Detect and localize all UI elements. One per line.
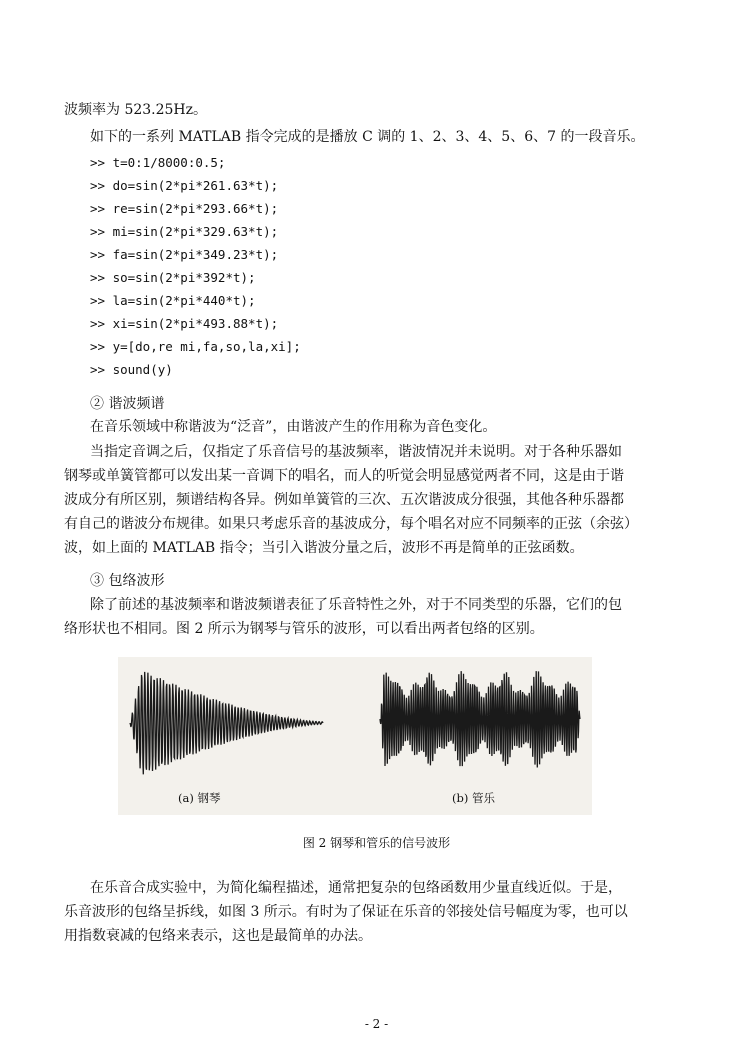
code-line: >> so=sin(2*pi*392*t); <box>90 270 256 285</box>
paragraph-line: 用指数衰减的包络来表示，这也是最简单的办法。 <box>64 928 372 944</box>
paragraph-line: 除了前述的基波频率和谐波频谱表征了乐音特性之外，对于不同类型的乐器，它们的包 <box>90 597 622 613</box>
waveform-figure <box>118 657 592 815</box>
paragraph-line: 有自己的谐波分布规律。如果只考虑乐音的基波成分，每个唱名对应不同频率的正弦（余弦） <box>64 516 638 532</box>
paragraph-line: 波成分有所区别，频谱结构各异。例如单簧管的三次、五次谐波成分很强，其他各种乐器都 <box>64 492 624 508</box>
code-line: >> xi=sin(2*pi*493.88*t); <box>90 316 279 331</box>
paragraph-line: 乐音波形的包络呈拆线，如图 3 所示。有时为了保证在乐音的邻接处信号幅度为零，也可以 <box>64 904 628 920</box>
paragraph-line: 在音乐领域中称谐波为“泛音”，由谐波产生的作用称为音色变化。 <box>90 419 497 435</box>
paragraph-line: 波，如上面的 MATLAB 指令；当引入谐波分量之后，波形不再是简单的正弦函数。 <box>64 540 584 556</box>
code-line: >> mi=sin(2*pi*329.63*t); <box>90 224 279 239</box>
figure-label-a: (a) 钢琴 <box>178 791 221 805</box>
code-line: >> re=sin(2*pi*293.66*t); <box>90 201 279 216</box>
code-line: >> fa=sin(2*pi*349.23*t); <box>90 247 279 262</box>
page-number: - 2 - <box>364 1017 389 1031</box>
figure-caption: 图 2 钢琴和管乐的信号波形 <box>302 836 451 850</box>
section-heading: ③ 包络波形 <box>90 573 165 589</box>
section-heading: ② 谐波频谱 <box>90 396 165 412</box>
text-line: 如下的一系列 MATLAB 指令完成的是播放 C 调的 1、2、3、4、5、6、7 的一段音乐。 <box>90 129 645 145</box>
code-line: >> t=0:1/8000:0.5; <box>90 155 226 170</box>
code-line: >> do=sin(2*pi*261.63*t); <box>90 178 279 193</box>
figure-label-b: (b) 管乐 <box>452 791 495 805</box>
code-line: >> la=sin(2*pi*440*t); <box>90 293 256 308</box>
text-line: 波频率为 523.25Hz。 <box>64 102 208 118</box>
paragraph-line: 当指定音调之后，仅指定了乐音信号的基波频率，谐波情况并未说明。对于各种乐器如 <box>90 444 622 460</box>
paragraph-line: 在乐音合成实验中，为简化编程描述，通常把复杂的包络函数用少量直线近似。于是， <box>90 880 622 896</box>
paragraph-line: 钢琴或单簧管都可以发出某一音调下的唱名，而人的听觉会明显感觉两者不同，这是由于谐 <box>64 468 624 484</box>
paragraph-line: 络形状也不相同。图 2 所示为钢琴与管乐的波形，可以看出两者包络的区别。 <box>64 621 544 637</box>
code-line: >> sound(y) <box>90 362 173 377</box>
code-line: >> y=[do,re mi,fa,so,la,xi]; <box>90 339 301 354</box>
